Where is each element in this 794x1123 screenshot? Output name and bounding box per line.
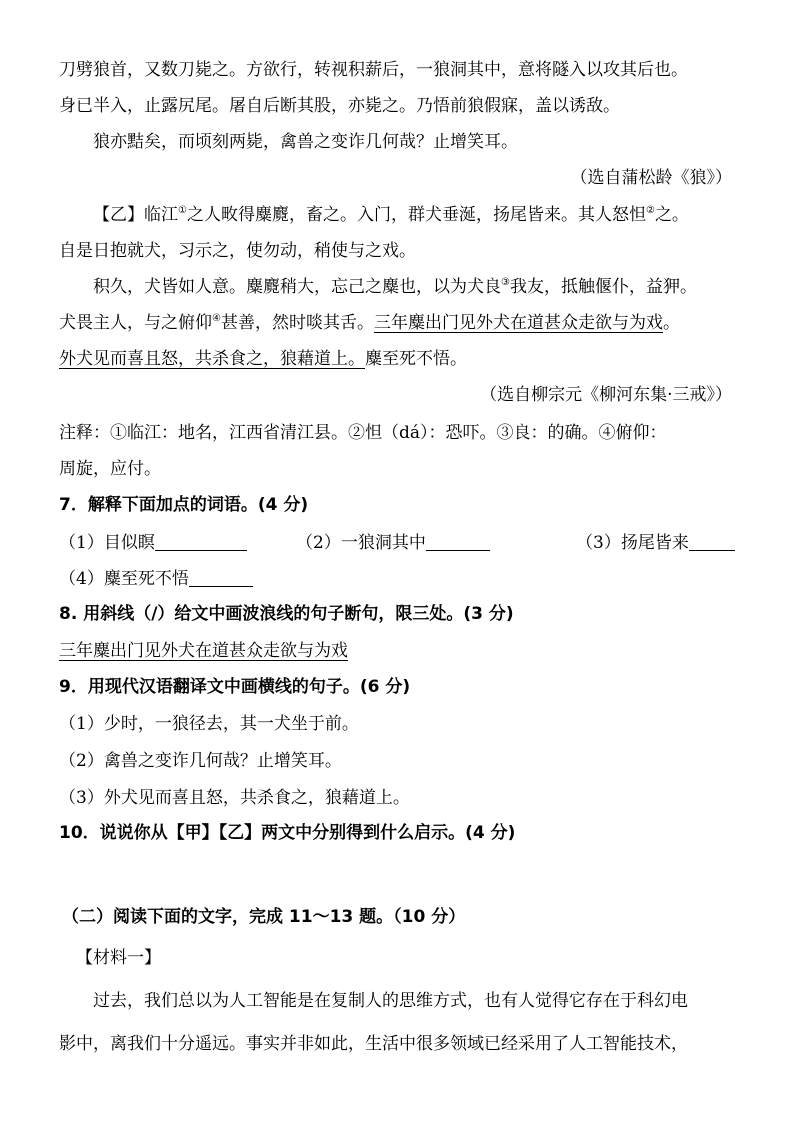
underlined-sentence: 外犬见而喜且怒，共杀食之，狼藉道上。 — [59, 349, 365, 369]
material-1-line-1: 过去，我们总以为人工智能是在复制人的思维方式，也有人觉得它存在于科幻电 — [93, 991, 688, 1011]
section-2-title: （二）阅读下面的文字，完成 11～13 题。（10 分） — [62, 907, 466, 927]
footnote-marker: ④ — [212, 313, 221, 324]
answer-blank[interactable] — [189, 569, 253, 587]
passage-yi-line-3: 积久，犬皆如人意。麋麑稍大，忘己之麋也，以为犬良③我友，抵触偃仆，益狎。 — [93, 277, 697, 297]
question-9-item-1: （1）少时，一狼径去，其一犬坐于前。 — [59, 714, 359, 734]
passage-jia-line-2: 身已半入，止露尻尾。屠自后断其股，亦毙之。乃悟前狼假寐，盖以诱敌。 — [59, 96, 620, 116]
question-10-title: 10．说说你从【甲】【乙】两文中分别得到什么启示。(4 分) — [59, 823, 516, 843]
question-7-item-4: （4）麋至死不悟 — [59, 567, 253, 591]
passage-jia-line-3: 狼亦黠矣，而顷刻两毙，禽兽之变诈几何哉？止增笑耳。 — [93, 132, 518, 152]
question-7-item-2: （2）一狼洞其中 — [296, 531, 490, 555]
footnote-marker: ① — [178, 205, 187, 216]
passage-yi-source: （选自柳宗元《柳河东集·三戒》） — [480, 385, 732, 405]
question-9-item-3: （3）外犬见而喜且怒，共杀食之，狼藉道上。 — [59, 788, 410, 808]
footnote-marker: ③ — [501, 277, 510, 288]
material-1-label: 【材料一】 — [76, 948, 161, 968]
underlined-sentence: 三年麋出门见外犬在道甚众走欲与为戏 — [373, 313, 663, 333]
answer-blank[interactable] — [689, 533, 735, 551]
notes-line-2: 周旋，应付。 — [59, 459, 161, 479]
answer-blank[interactable] — [155, 533, 247, 551]
passage-yi-line-4: 犬畏主人，与之俯仰④甚善，然时啖其舌。三年麋出门见外犬在道甚众走欲与为戏。 — [59, 313, 680, 333]
footnote-marker: ② — [645, 205, 655, 216]
question-8-title: 8. 用斜线（/）给文中画波浪线的句子断句，限三处。(3 分) — [59, 604, 514, 624]
passage-jia-source: （选自蒲松龄《狼》） — [570, 168, 732, 188]
question-7-title: 7．解释下面加点的词语。(4 分) — [59, 495, 309, 515]
question-7-item-3: （3）扬尾皆来 — [576, 531, 735, 555]
notes-line-1: 注释：①临江：地名，江西省清江县。②怛（dá）：恐吓。③良：的确。④俯仰： — [59, 423, 667, 443]
passage-yi-line-5: 外犬见而喜且怒，共杀食之，狼藉道上。麋至死不悟。 — [59, 349, 467, 369]
question-7-items: （1）目似瞑 — [59, 531, 247, 555]
material-1-line-2: 影中，离我们十分遥远。事实并非如此，生活中很多领域已经采用了人工智能技术， — [59, 1034, 688, 1054]
passage-jia-line-1: 刀劈狼首，又数刀毙之。方欲行，转视积薪后，一狼洞其中，意将隧入以攻其后也。 — [59, 60, 688, 80]
question-9-item-2: （2）禽兽之变诈几何哉？止增笑耳。 — [59, 751, 342, 771]
question-8-sentence: 三年麋出门见外犬在道甚众走欲与为戏 — [59, 641, 348, 661]
passage-yi-line-2: 自是日抱就犬，习示之，使勿动，稍使与之戏。 — [59, 241, 416, 261]
answer-blank[interactable] — [426, 533, 490, 551]
passage-yi-line-1: 【乙】临江①之人畋得麋麑，畜之。入门，群犬垂涎，扬尾皆来。其人怒怛②之。 — [93, 205, 689, 225]
question-9-title: 9．用现代汉语翻译文中画横线的句子。(6 分) — [59, 677, 411, 697]
